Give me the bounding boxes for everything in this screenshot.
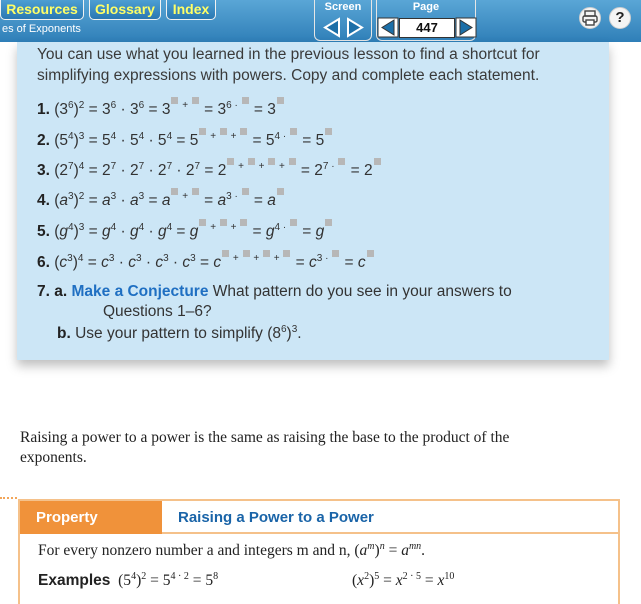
screen-next-button[interactable] <box>344 17 366 38</box>
question-7a-continued: Questions 1–6? <box>103 303 212 320</box>
property-label: Property <box>20 501 162 534</box>
property-box <box>18 499 620 604</box>
tab-glossary[interactable]: Glossary <box>89 0 161 20</box>
statement-2: 2. $(5^4)^3 = 5^4 \cdot 5^4 \cdot 5^4 = 5$ $^{+ +} = 5^{4 \cdot} = 5$ <box>37 128 333 151</box>
property-example-2: $(x^2)^5 = x^{2 \cdot 5} = x^{10}$ <box>352 571 455 589</box>
question-7b: b. Use your pattern to simplify $(8^6)^3$. <box>57 324 302 342</box>
statement-3: 3. $(2^7)^4 = 2^7 \cdot 2^7 \cdot 2^7 \cdot 2^7 = 2$ $^{+ + +} = 2^{7 \cdot} = 2$ <box>37 158 382 181</box>
dotted-divider <box>0 497 17 499</box>
top-toolbar <box>0 0 641 42</box>
activity-panel <box>17 42 609 360</box>
property-rule-text: For every nonzero number a and integers m and n, <box>38 542 351 559</box>
print-button[interactable] <box>579 7 601 29</box>
page-navigator <box>376 0 476 41</box>
printer-icon <box>580 8 600 28</box>
make-a-conjecture-link[interactable]: Make a Conjecture <box>71 283 209 300</box>
property-rule: For every nonzero number a and integers m and n, $(a^m)^n = a^{mn}$. <box>38 541 426 559</box>
explanation-paragraph: Raising a power to a power is the same as raising the base to the product of the exponents. <box>20 429 510 466</box>
question-7b-label: b. <box>57 325 71 342</box>
screen-label: Screen <box>324 1 362 13</box>
tab-resources[interactable]: Resources <box>0 0 84 20</box>
page-prev-button[interactable] <box>377 17 399 38</box>
tab-index[interactable]: Index <box>166 0 216 20</box>
question-7a-label: 7. a. <box>37 283 68 300</box>
screen-navigator <box>314 0 372 41</box>
property-title: Raising a Power to a Power <box>178 509 374 526</box>
screen-prev-button[interactable] <box>321 17 343 38</box>
question-7a <box>37 282 512 302</box>
arrow-left-icon <box>377 17 399 38</box>
breadcrumb: es of Exponents <box>2 23 81 35</box>
help-button[interactable]: ? <box>609 7 631 29</box>
statement-1: 1. $(3^6)^2 = 3^6 \cdot 3^6 = 3$ $^+ = 3^{6 \cdot} = 3$ <box>37 97 285 120</box>
page-next-button[interactable] <box>455 17 477 38</box>
statement-4: 4. $(a^3)^2 = a^3 \cdot a^3 = a$ $^+ = a^{3 \cdot} = a$ <box>37 188 285 211</box>
arrow-right-icon <box>344 17 366 38</box>
question-7b-text: Use your pattern to simplify <box>75 325 263 342</box>
statement-6: 6. $(c^3)^4 = c^3 \cdot c^3 \cdot c^3 \cdot c^3 = c$ $^{+ + +} = c^{3 \cdot} = c$ <box>37 250 375 273</box>
question-7a-text: What pattern do you see in your answers to <box>212 283 512 300</box>
examples-label: Examples <box>38 572 111 589</box>
property-examples: Examples $(5^4)^2 = 5^{4 \cdot 2} = 5^8$ <box>38 571 219 589</box>
activity-intro: You can use what you learned in the previous lesson to find a shortcut for simplifying expressions with powers. Copy and complete each statement. <box>37 46 540 84</box>
page-number-input[interactable]: 447 <box>399 18 455 38</box>
property-header <box>20 501 618 534</box>
page-label: Page <box>412 1 440 13</box>
arrow-right-icon <box>455 17 477 38</box>
statement-5: 5. $(g^4)^3 = g^4 \cdot g^4 \cdot g^4 = g$ $^{+ +} = g^{4 \cdot} = g$ <box>37 219 333 242</box>
arrow-left-icon <box>321 17 343 38</box>
